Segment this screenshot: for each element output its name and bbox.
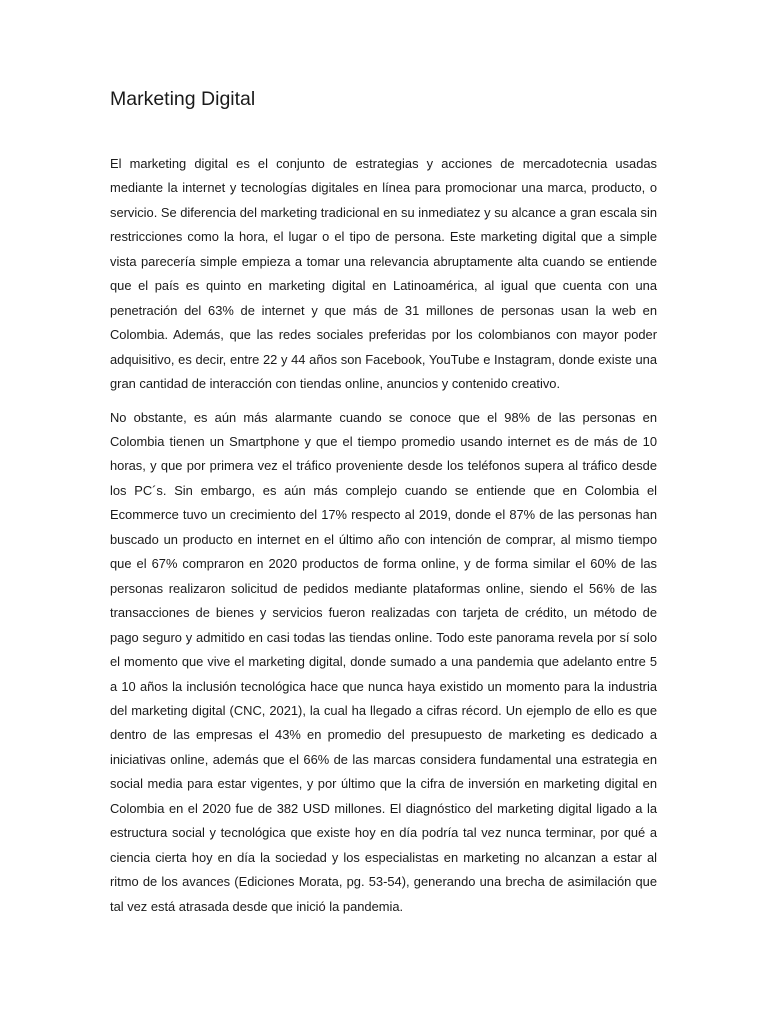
paragraph: No obstante, es aún más alarmante cuando se conoce que el 98% de las personas en Colombia tienen un Smartphone y que el tiempo promedio usando internet es de más de 10 horas, y que por primera vez el tráfico proveniente desde los teléfonos supera al tráfico desde los PC´s. Sin embargo, es aún más complejo cuando se entiende que en Colombia el Ecommerce tuvo un crecimiento del 17% respecto al 2019, donde el 87% de las personas han buscado un producto en internet en el último año con intención de comprar, al mismo tiempo que el 67% compraron en 2020 productos de forma online, y de forma similar el 60% de las personas realizaron solicitud de pedidos mediante plataformas online, siendo el 56% de las transacciones de bienes y servicios fueron realizadas con tarjeta de crédito, un método de pago seguro y admitido en casi todas las tiendas online. Todo este panorama revela por sí solo el momento que vive el marketing digital, donde sumado a una pandemia que adelanto entre 5 a 10 años la inclusión tecnológica hace que nunca haya existido un momento para la industria del marketing digital (CNC, 2021), la cual ha llegado a cifras récord. Un ejemplo de ello es que dentro de las empresas el 43% en promedio del presupuesto de marketing es dedicado a iniciativas online, además que el 66% de las marcas considera fundamental una estrategia en social media para estar vigentes, y por último que la cifra de inversión en marketing digital en Colombia en el 2020 fue de 382 USD millones. El diagnóstico del marketing digital ligado a la estructura social y tecnológica que existe hoy en día podría tal vez nunca terminar, por qué a ciencia cierta hoy en día la sociedad y los especialistas en marketing no alcanzan a estar al ritmo de los avances (Ediciones Morata, pg. 53-54), generando una brecha de asimilación que tal vez está atrasada desde que inició la pandemia. (110, 409, 657, 914)
document-title: Marketing Digital (110, 88, 256, 110)
paragraph: El marketing digital es el conjunto de estrategias y acciones de mercadotecnia usadas mediante la internet y tecnologías digitales en línea para promocionar una marca, producto, o servicio. Se diferencia del marketing tradicional en su inmediatez y su alcance a gran escala sin restricciones como la hora, el lugar o el tipo de persona. Este marketing digital que a simple vista parecería simple empieza a tomar una relevancia abruptamente alta cuando se entiende que el país es quinto en marketing digital en Latinoamérica, al igual que cuenta con una penetración del 63% de internet y que más de 31 millones de personas usan la web en Colombia. Además, que las redes sociales preferidas por los colombianos con mayor poder adquisitivo, es decir, entre 22 y 44 años son Facebook, YouTube e Instagram, donde existe una gran cantidad de interacción con tiendas online, anuncios y contenido creativo. (110, 156, 657, 392)
document-body (110, 152, 657, 928)
